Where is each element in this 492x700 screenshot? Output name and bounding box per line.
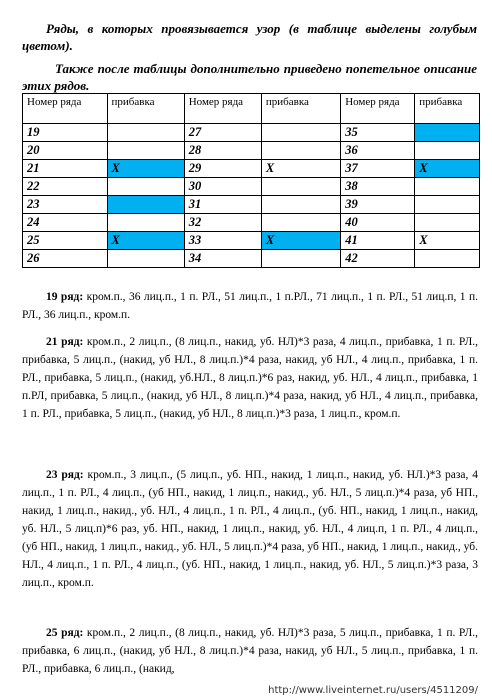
row-number-cell: 35 xyxy=(341,124,415,142)
row-number-cell: 36 xyxy=(341,142,415,160)
table-row xyxy=(23,160,480,178)
intro-heading: Ряды, в которых провязывается узор (в таблице выделены голубым цветом). xyxy=(22,21,477,53)
header-row-number: Номер ряда xyxy=(341,94,415,124)
increase-cell: X xyxy=(107,160,184,178)
increase-cell xyxy=(415,196,480,214)
row-21-description xyxy=(22,333,478,423)
intro-subheading: Также после таблицы дополнительно приведено попетельное описание этих рядов. xyxy=(22,61,477,93)
increase-cell xyxy=(107,178,184,196)
increase-cell: X xyxy=(261,160,340,178)
row-number-cell: 25 xyxy=(23,232,108,250)
table-header-row xyxy=(23,94,480,124)
row-number-cell: 32 xyxy=(184,214,261,232)
row-number-cell: 42 xyxy=(341,250,415,268)
increase-cell: X xyxy=(415,232,480,250)
increase-cell xyxy=(261,178,340,196)
row-number-cell: 37 xyxy=(341,160,415,178)
row-number-cell: 19 xyxy=(23,124,108,142)
row-number-cell: 21 xyxy=(23,160,108,178)
table-row xyxy=(23,142,480,160)
row-25-label: 25 ряд: xyxy=(46,627,84,639)
row-number-cell: 31 xyxy=(184,196,261,214)
row-23-description xyxy=(22,466,478,592)
table-row xyxy=(23,232,480,250)
increase-cell xyxy=(107,142,184,160)
row-number-cell: 38 xyxy=(341,178,415,196)
table-row xyxy=(23,178,480,196)
increase-cell xyxy=(261,124,340,142)
increase-cell xyxy=(415,250,480,268)
increase-cell xyxy=(107,250,184,268)
increase-cell: X xyxy=(107,232,184,250)
row-19-label: 19 ряд: xyxy=(46,291,84,303)
increase-cell xyxy=(261,196,340,214)
row-19-text: кром.п., 36 лиц.п., 1 п. РЛ., 51 лиц.п., 1 п.РЛ., 71 лиц.п., 1 п. РЛ., 51 лиц.п, 1 п. РЛ., 36 лиц.п., кром.п. xyxy=(22,291,479,321)
increase-cell xyxy=(415,178,480,196)
increase-cell: X xyxy=(261,232,340,250)
table-row xyxy=(23,196,480,214)
row-21-label: 21 ряд: xyxy=(46,336,84,348)
row-number-cell: 26 xyxy=(23,250,108,268)
row-21-text: кром.п., 2 лиц.п., (8 лиц.п., накид, уб. НЛ)*3 раза, 4 лиц.п., прибавка, 1 п. РЛ., прибавка, 5 лиц.п., (накид, уб НЛ., 8 лиц.п.)*4 раза, накид, уб НЛ., 4 лиц.п., прибавка, 1 п. РЛ., прибавка, 5 лиц.п., (накид, уб.НЛ., 8 лиц.п.)*6 раз, накид, уб. НЛ., 4 лиц.п., прибавка, 1 п.РЛ, прибавка, 5 лиц.п., (накид, уб НЛ., 8 лиц.п.)*4 раза, накид, уб НЛ., 4 лиц.п., прибавка, 1 п. РЛ., прибавка, 5 лиц.п., (накид, уб НЛ., 8 лиц.п.)*3 раза, 1 лиц.п., кром.п. xyxy=(22,336,478,420)
row-number-cell: 33 xyxy=(184,232,261,250)
row-number-cell: 22 xyxy=(23,178,108,196)
increase-cell xyxy=(107,124,184,142)
increase-cell xyxy=(415,214,480,232)
increase-cell xyxy=(415,142,480,160)
row-number-cell: 41 xyxy=(341,232,415,250)
row-number-cell: 20 xyxy=(23,142,108,160)
table-row xyxy=(23,214,480,232)
row-25-description xyxy=(22,624,478,678)
source-watermark: http://www.liveinternet.ru/users/4511209/ xyxy=(268,685,478,696)
table-body xyxy=(23,124,480,268)
row-23-text: кром.п., 3 лиц.п., (5 лиц.п., уб. НП., накид, 1 лиц.п., накид, уб. НЛ.)*3 раза, 4 лиц.п., 1 п. РЛ., 4 лиц.п., (уб НП., накид, 1 лиц.п., накид., уб. НЛ., 5 лиц.п.)*4 раза, уб НП., накид, 1 лиц.п., накид., уб. НЛ., 4 лиц.п., 1 п. РЛ., 4 лиц.п., (уб. НП., накид, 1 лиц.п., накид, уб. НЛ., 5 лиц.п)*6 раз, уб. НП., накид, 1 лиц.п., накид, уб. НЛ., 4 лиц.п, 1 п. РЛ., 4 лиц.п., (уб НП., накид, 1 лиц.п., накид., уб. НЛ., 5 лиц.п.)*4 раза, уб НП., накид, 1 лиц.п., накид., уб. НЛ., 4 лиц.п., 1 п. РЛ., 4 лиц.п., (уб. НП., накид, 1 лиц.п., накид, уб. НЛ., 5 лиц.п.)*3 раза, 3 лиц.п., кром.п. xyxy=(22,469,478,589)
table-row xyxy=(23,250,480,268)
row-number-cell: 27 xyxy=(184,124,261,142)
increase-cell xyxy=(261,250,340,268)
increase-cell xyxy=(107,196,184,214)
header-row-number: Номер ряда xyxy=(23,94,108,124)
row-number-cell: 34 xyxy=(184,250,261,268)
row-number-cell: 39 xyxy=(341,196,415,214)
increase-cell xyxy=(107,214,184,232)
increase-cell: X xyxy=(415,160,480,178)
row-number-cell: 30 xyxy=(184,178,261,196)
increase-cell xyxy=(261,142,340,160)
row-number-cell: 29 xyxy=(184,160,261,178)
increase-cell xyxy=(261,214,340,232)
row-number-cell: 28 xyxy=(184,142,261,160)
header-increase: прибавка xyxy=(261,94,340,124)
row-19-description xyxy=(22,288,478,324)
row-25-text: кром.п., 2 лиц.п., (8 лиц.п., накид, уб. НЛ)*3 раза, 5 лиц.п., прибавка, 1 п. РЛ., прибавка, 6 лиц.п., (накид, уб НЛ., 8 лиц.п.)*4 раза, накид, уб НЛ., 5 лиц.п., прибавка, 1 п. РЛ., прибавка, 6 лиц.п., (накид, xyxy=(22,627,478,675)
rows-table xyxy=(22,93,480,268)
header-row-number: Номер ряда xyxy=(184,94,261,124)
row-number-cell: 23 xyxy=(23,196,108,214)
row-number-cell: 24 xyxy=(23,214,108,232)
header-increase: прибавка xyxy=(107,94,184,124)
header-increase: прибавка xyxy=(415,94,480,124)
row-23-label: 23 ряд: xyxy=(46,469,84,481)
increase-cell xyxy=(415,124,480,142)
table-row xyxy=(23,124,480,142)
row-number-cell: 40 xyxy=(341,214,415,232)
